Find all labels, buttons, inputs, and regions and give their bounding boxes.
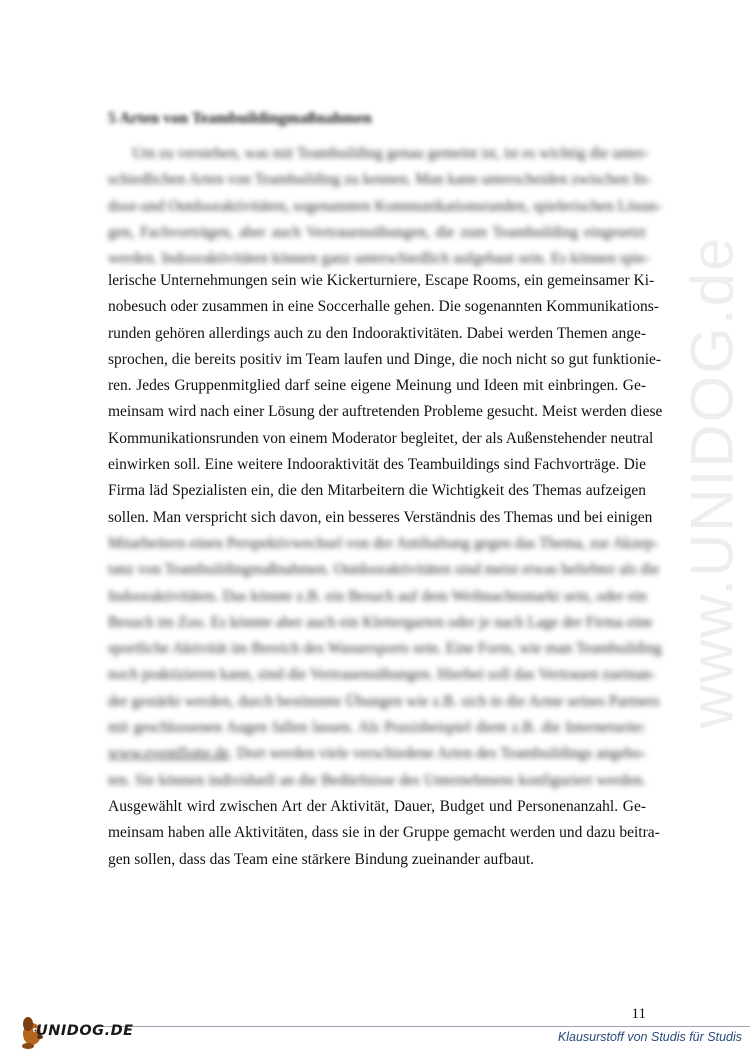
page-number: 11 [631, 1006, 646, 1022]
text-line: Ausgewählt wird zwischen Art der Aktivität, Dauer, Budget und Personenanzahl. Ge- [108, 798, 646, 815]
text-line: der gestärkt werden, durch bestimmte Übungen wie z.B. sich in die Arme seines Partners [108, 692, 660, 710]
paragraph-top-blurred [108, 141, 662, 272]
section-heading: 5 Arten von Teambuildingmaßnahmen [108, 110, 372, 127]
text-line: runden gehören allerdings auch zu den Indooraktivitäten. Dabei werden Themen ange- [108, 324, 646, 342]
text-line: gen sollen, dass das Team eine stärkere Bindung zueinander aufbaut. [108, 850, 535, 868]
paragraph-blurred-lower [108, 531, 662, 794]
text-line: Kommunikationsrunden von einem Moderator begleitet, der als Außenstehender neutral [108, 429, 654, 447]
text-line: ren. Jedes Gruppenmitglied darf seine eigene Meinung und Ideen mit einbringen. Ge- [108, 377, 646, 395]
text-line: schiedlichen Arten von Teambuilding zu kennen. Man kann unterscheiden zwischen In- [108, 171, 652, 189]
text-line: gen, Fachvorträgen, aber auch Vertrauensübungen, die zum Teambuilding eingesetzt [108, 223, 646, 241]
text-line: Indooraktivitäten. Das könnte z.B. ein Besuch auf dem Weihnachtsmarkt sein, oder ein [108, 587, 647, 605]
text-line: meinsam wird nach einer Lösung der auftretenden Probleme gesucht. Meist werden diese [108, 403, 663, 421]
paragraph-visible-middle [108, 268, 663, 531]
text-line: sollen. Man verspricht sich davon, ein besseres Verständnis des Themas und bei einigen [108, 508, 653, 526]
text-line: sprochen, die bereits positiv im Team laufen und Dinge, die noch nicht so gut funktionie- [108, 350, 662, 368]
text-fragment: . Dort werden viele verschiedene Arten des Teambuildings angebo- [229, 745, 646, 763]
text-line: werden. Indooraktivitäten können ganz unterschiedlich aufgebaut sein. Es können spie- [108, 250, 650, 268]
logo-wordmark: UNIDOG.DE [36, 1023, 134, 1039]
text-line: lerische Unternehmungen sein wie Kickerturniere, Escape Rooms, ein gemeinsamer Ki- [108, 272, 655, 289]
text-line: ten. Sie können individuell an die Bedürfnisse des Unternehmens konfiguriert werden. [108, 771, 646, 789]
text-line: meinsam haben alle Aktivitäten, dass sie in der Gruppe gemacht werden und dazu beitra- [108, 824, 660, 842]
text-line: Firma läd Spezialisten ein, die den Mitarbeitern die Wichtigkeit des Themas aufzeigen [108, 482, 646, 500]
text-line: Besuch im Zoo. Es könnte aber auch ein Klettergarten oder je nach Lage der Firma eine [108, 613, 653, 631]
text-line-with-link [108, 741, 646, 767]
text-line: Mitarbeitern einen Perspektivwechsel von der Antihaltung gegen das Thema, zur Akzep- [108, 535, 659, 552]
watermark-text: www.UNIDOG.de [678, 235, 746, 729]
event-website-link[interactable]: www.eventflotte.de [108, 745, 230, 763]
footer-divider [96, 1026, 750, 1027]
paragraph-visible-bottom [108, 794, 660, 873]
text-line: door-und Outdooraktivitäten, sogenannten Kommunikationsrunden, spielerischen Lösun- [108, 197, 662, 215]
text-line: sportliche Aktivität im Bereich des Wassersports sein. Eine Form, wie man Teambuilding [108, 640, 662, 658]
text-line: nobesuch oder zusammen in eine Soccerhalle gehen. Die sogenannten Kommunikations- [108, 298, 659, 316]
footer-tagline: Klausurstoff von Studis für Studis [557, 1030, 742, 1044]
text-line: noch praktizieren kann, sind die Vertrauensübungen. Hierbei soll das Vertrauen zueinan- [108, 666, 656, 684]
text-line: Um zu verstehen, was mit Teambuilding genau gemeint ist, ist es wichtig die unter- [132, 145, 650, 162]
text-line: tanz von Teambuildingmaßnahmen. Outdooraktivitäten sind meist etwas beliebter als die [108, 561, 660, 579]
text-line: mit geschlossenen Augen fallen lassen. Als Praxisbeispiel dient z.B. die Internetseite: [108, 719, 646, 737]
text-line: einwirken soll. Eine weitere Indooraktivität des Teambuildings sind Fachvorträge. Die [108, 456, 646, 474]
